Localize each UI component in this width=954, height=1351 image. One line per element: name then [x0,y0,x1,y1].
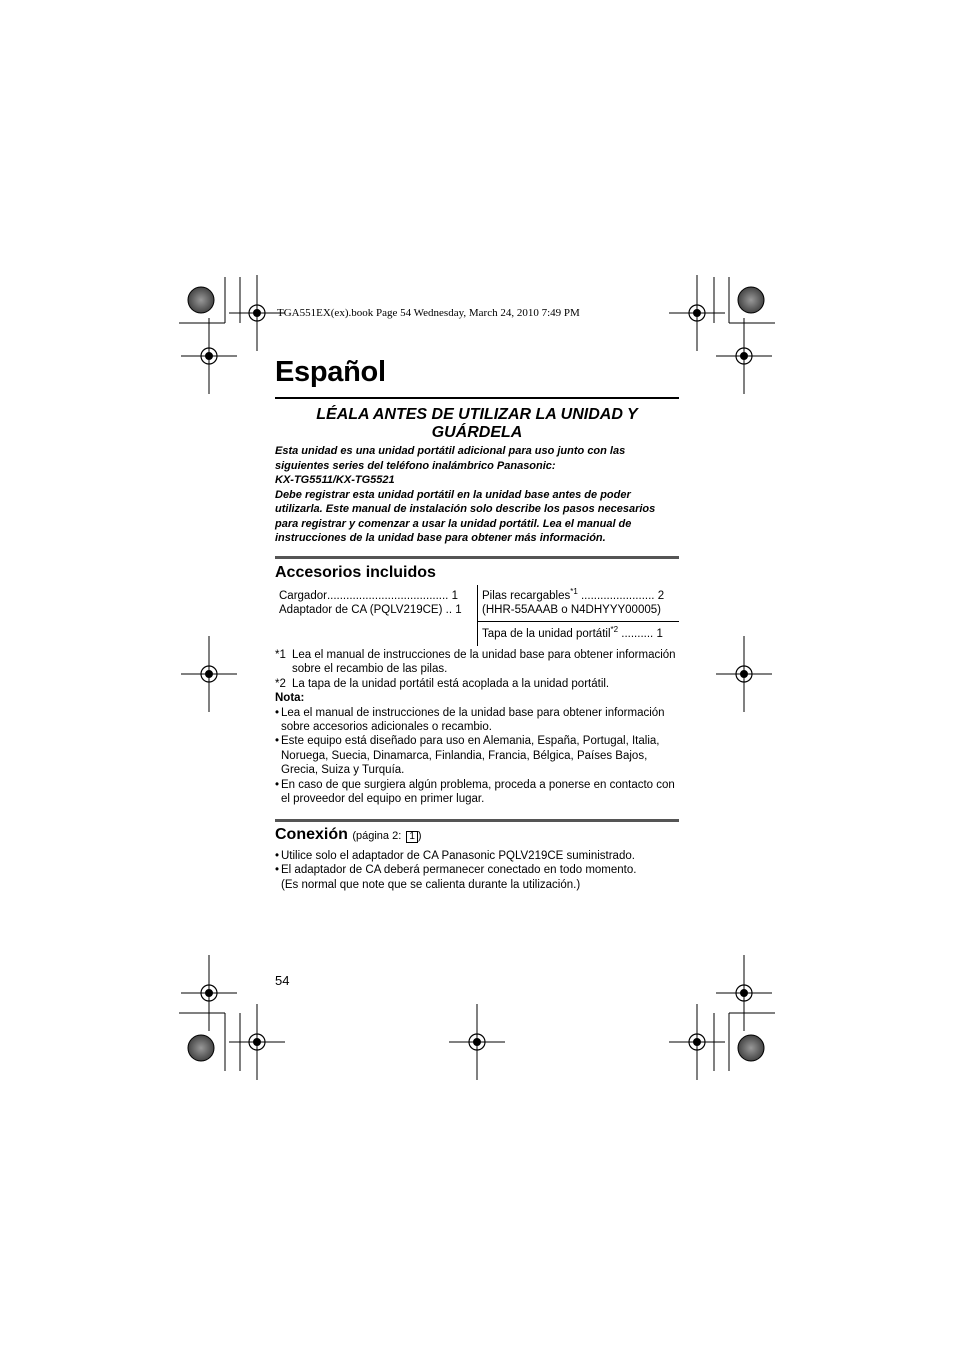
list-item: • En caso de que surgiera algún problema, proceda a ponerse en contacto con el proveedor del equipo en primer lugar. [275,778,675,806]
bullet-icon: • [275,778,280,791]
footnote: *1 Lea el manual de instrucciones de la unidad base para obtener información sobre el recambio de las pilas. [275,649,676,676]
figure-number-box: 1 [406,831,418,843]
section-rule [275,556,679,559]
list-item: • Este equipo está diseñado para uso en Alemania, España, Portugal, Italia, Noruega, Suecia, Dinamarca, Finlandia, Francia, Bélgica, Países Bajos, Grecia, Suiza y Turquía. [275,735,660,777]
accessories-right-cell [482,589,664,617]
connection-title: Conexión (página 2: 1 ) [275,826,422,843]
intro-paragraph [275,444,679,546]
footnote: *2 La tapa de la unidad portátil está acoplada a la unidad portátil. [275,677,610,690]
intro-line: siguientes series del teléfono inalámbrico Panasonic: [275,459,556,472]
table-divider [477,585,478,646]
warning-title-line: GUÁRDELA [431,424,523,441]
intro-line: instrucciones de la unidad base para obtener más información. [275,532,606,544]
file-header: TGA551EX(ex).book Page 54 Wednesday, March 24, 2010 7:49 PM [277,307,580,319]
connection-notes [275,849,679,892]
section-rule [275,819,679,822]
bullet-icon: • [275,850,280,862]
bullet-icon: • [275,706,280,719]
page-reference: (página 2: 1 ) [352,830,422,842]
page-number: 54 [275,973,290,988]
intro-line: Esta unidad es una unidad portátil adicional para uso junto con las [275,445,626,457]
nota-label: Nota: [275,692,305,705]
bullet-icon: • [275,864,280,877]
bullet-icon: • [275,735,280,748]
accessories-notes [275,648,679,806]
warning-title-line: LÉALA ANTES DE UTILIZAR LA UNIDAD Y [316,406,638,423]
intro-line: utilizarla. Este manual de instalación solo describe los pasos necesarios [275,503,656,515]
accessories-left-column [279,589,462,617]
list-item: • Utilice solo el adaptador de CA Panasonic PQLV219CE suministrado. [275,850,635,862]
list-item: • El adaptador de CA deberá permanecer conectado en todo momento. (Es normal que note que se calienta durante la utilización.) [275,864,637,891]
intro-line: KX-TG5511/KX-TG5521 [275,474,395,486]
accessory-item: Pilas recargables$^{*1}$ ....................... 2 [482,587,665,602]
accessory-item: Tapa de la unidad portátil$^{*2}$ .......... 1 [482,625,663,640]
list-item: • Lea el manual de instrucciones de la unidad base para obtener información sobre accesorios adicionales o recambio. [275,706,665,734]
intro-line: para registrar y comenzar a usar la unidad portátil. Lea el manual de [275,517,632,530]
accessories-right-cell [482,627,663,641]
intro-line: Debe registrar esta unidad portátil en la unidad base antes de poder [275,488,631,501]
accessories-title: Accesorios incluidos [275,564,436,581]
warning-title [275,406,679,442]
accessory-model: (HHR-55AAAB o N4DHYYY00005) [482,604,661,616]
page-title: Español [275,356,386,388]
table-divider [477,621,679,622]
accessory-item: Cargador...................................... 1 [279,590,458,602]
accessory-item: Adaptador de CA (PQLV219CE) .. 1 [279,604,462,616]
title-rule [275,397,679,399]
